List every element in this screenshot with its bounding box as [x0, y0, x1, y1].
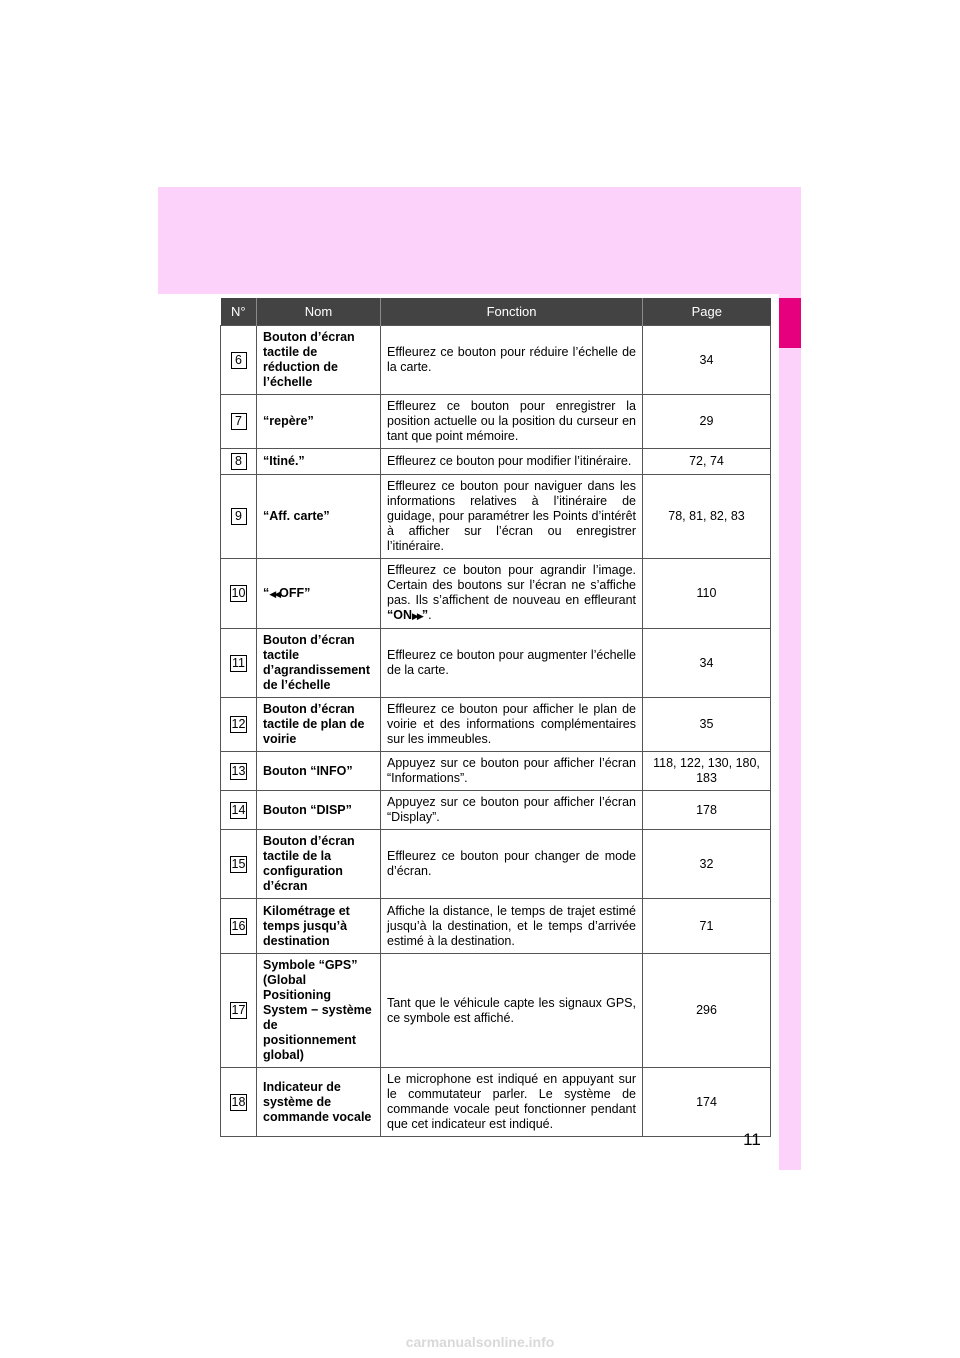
page-number: 11 [743, 1130, 761, 1149]
fast-forward-icon: ▶▶ [412, 611, 422, 621]
item-name: Bouton d’écran tactile de réduction de l’échelle [257, 326, 381, 395]
item-function: Effleurez ce bouton pour augmenter l’échelle de la carte. [381, 629, 643, 698]
item-number: 17 [231, 1003, 246, 1017]
table-row [221, 752, 771, 791]
table-row [221, 830, 771, 899]
item-number: 7 [231, 413, 247, 430]
item-function: Effleurez ce bouton pour naviguer dans les informations relatives à l’itinéraire de guidage, pour paramétrer les Points d’intérêt à afficher sur l’écran ou enregistrer l’itinéraire. [381, 475, 643, 559]
header-fonction: Fonction [381, 298, 643, 326]
table-row [221, 629, 771, 698]
item-function: Effleurez ce bouton pour réduire l’échelle de la carte. [381, 326, 643, 395]
item-number: 15 [231, 856, 246, 871]
item-page: 296 [643, 954, 771, 1068]
item-page: 34 [643, 629, 771, 698]
item-name: “repère” [257, 395, 381, 449]
item-number: 8 [231, 453, 247, 470]
item-number: 18 [231, 1094, 246, 1109]
table-row [221, 559, 771, 629]
item-name: “Itiné.” [257, 449, 381, 475]
item-function: Appuyez sur ce bouton pour afficher l’écran “Informations”. [381, 752, 643, 791]
header-num: N° [221, 298, 257, 326]
item-name: Bouton d’écran tactile d’agrandissement de l’échelle [257, 629, 381, 698]
table-row [221, 1068, 771, 1137]
item-function: Affiche la distance, le temps de trajet estimé jusqu’à la destination, et le temps d’arrivée estimé à la destination. [381, 899, 643, 954]
item-function: Tant que le véhicule capte les signaux GPS, ce symbole est affiché. [381, 954, 643, 1068]
item-number: 14 [231, 802, 246, 817]
header-page: Page [643, 298, 771, 326]
item-number: 6 [231, 352, 247, 369]
table-row [221, 791, 771, 830]
item-number: 9 [231, 508, 247, 525]
item-function: Effleurez ce bouton pour modifier l’itinéraire. [381, 449, 643, 475]
table-header-row [221, 298, 771, 326]
item-name: “Aff. carte” [257, 475, 381, 559]
item-page: 174 [643, 1068, 771, 1137]
item-page: 29 [643, 395, 771, 449]
function-table [220, 298, 771, 1137]
item-page: 110 [643, 559, 771, 629]
item-function: Effleurez ce bouton pour agrandir l’image. Certain des boutons sur l’écran ne s’affiche pas. Ils s’affichent de nouveau en effleurant “ON▶▶”. [381, 559, 643, 629]
item-name: Indicateur de système de commande vocale [257, 1068, 381, 1137]
item-page: 78, 81, 82, 83 [643, 475, 771, 559]
item-page: 34 [643, 326, 771, 395]
item-page: 178 [643, 791, 771, 830]
item-name: “◀◀OFF” [257, 559, 381, 629]
item-number: 16 [231, 918, 246, 933]
item-number: 11 [232, 655, 245, 670]
item-page: 118, 122, 130, 180, 183 [643, 752, 771, 791]
item-name: Bouton d’écran tactile de plan de voirie [257, 698, 381, 752]
item-function: Appuyez sur ce bouton pour afficher l’écran “Display”. [381, 791, 643, 830]
item-name: Bouton “INFO” [257, 752, 381, 791]
item-number: 10 [231, 586, 246, 600]
table-row [221, 899, 771, 954]
header-band [158, 187, 801, 294]
table-row [221, 326, 771, 395]
watermark: carmanualsonline.info [405, 1334, 555, 1350]
table-row [221, 698, 771, 752]
header-nom: Nom [257, 298, 381, 326]
item-number: 12 [231, 717, 246, 731]
item-page: 71 [643, 899, 771, 954]
item-page: 72, 74 [643, 449, 771, 475]
table-row [221, 954, 771, 1068]
table-row [221, 475, 771, 559]
item-function: Effleurez ce bouton pour changer de mode d’écran. [381, 830, 643, 899]
item-function: Effleurez ce bouton pour enregistrer la position actuelle ou la position du curseur en tant que point mémoire. [381, 395, 643, 449]
item-function: Le microphone est indiqué en appuyant sur le commutateur parler. Le système de commande vocale peut fonctionner pendant que cet indicateur est indiqué. [381, 1068, 643, 1137]
item-name: Symbole “GPS” (Global Positioning System − système de positionnement global) [257, 954, 381, 1068]
table-row [221, 395, 771, 449]
item-page: 32 [643, 830, 771, 899]
table-row [221, 449, 771, 475]
section-tab [779, 298, 801, 348]
item-function: Effleurez ce bouton pour afficher le plan de voirie et des informations complémentaires sur les immeubles. [381, 698, 643, 752]
item-page: 35 [643, 698, 771, 752]
item-number: 13 [231, 763, 246, 778]
side-band [779, 294, 801, 1170]
item-name: Bouton “DISP” [257, 791, 381, 830]
item-name: Bouton d’écran tactile de la configuration d’écran [257, 830, 381, 899]
rewind-icon: ◀◀ [269, 588, 280, 599]
item-name: Kilométrage et temps jusqu’à destination [257, 899, 381, 954]
